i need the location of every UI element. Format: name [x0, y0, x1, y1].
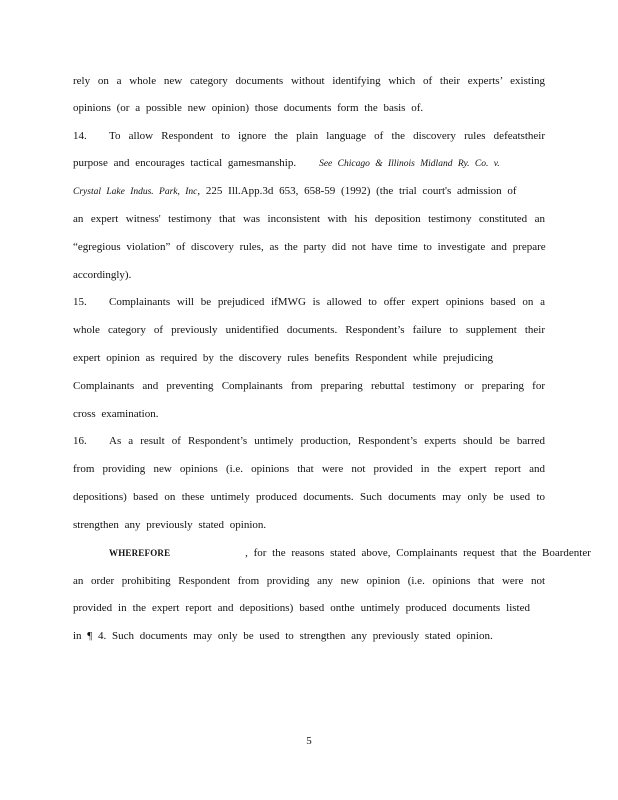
text-line: “egregious violation” of discovery rules, as the party did not have time to investigate and prepare [73, 241, 546, 253]
text-line: strengthen any previously stated opinion. [73, 519, 267, 531]
text-line: whole category of previously unidentified documents. Respondent’s failure to supplement their [73, 324, 545, 336]
paragraph-16-line-1 [73, 434, 545, 448]
citation-italic: Crystal Lake Indus. Park, Inc [73, 187, 198, 197]
text-span: To allow Respondent to ignore the plain language of the discovery rules defeatstheir [109, 130, 545, 142]
paragraph-15-line-1 [73, 295, 545, 309]
paragraph-number: 15. [73, 296, 87, 308]
text-span: , for the reasons stated above, Complainants request that the Boardenter [245, 547, 591, 559]
paragraph-number: 14. [73, 130, 87, 142]
paragraph-14-line-3 [73, 184, 545, 199]
paragraph-14-line-2 [73, 156, 545, 171]
text-line: an expert witness' testimony that was inconsistent with his deposition testimony constituted an [73, 213, 545, 225]
paragraph-number: 16. [73, 435, 87, 447]
text-span: purpose and encourages tactical gamesmanship. [73, 157, 297, 169]
text-line: in ¶ 4. Such documents may only be used to strengthen any previously stated opinion. [73, 630, 493, 642]
text-line: Complainants and preventing Complainants from preparing rebuttal testimony or preparing for [73, 380, 545, 392]
text-line: from providing new opinions (i.e. opinions that were not provided in the expert report and [73, 463, 545, 475]
page-number: 5 [306, 735, 312, 747]
text-line: expert opinion as required by the discovery rules benefits Respondent while prejudicing [73, 352, 494, 364]
paragraph-14-line-1 [73, 129, 545, 143]
text-line: cross examination. [73, 408, 159, 420]
citation-italic: See Chicago & Illinois Midland Ry. Co. v. [319, 159, 500, 169]
text-span: As a result of Respondent’s untimely production, Respondent’s experts should be barred [109, 435, 545, 447]
text-line: accordingly). [73, 269, 132, 281]
wherefore-heading: WHEREFORE [109, 548, 171, 558]
text-line: opinions (or a possible new opinion) those documents form the basis of. [73, 102, 424, 114]
text-line: depositions) based on these untimely produced documents. Such documents may only be used to [73, 491, 545, 503]
text-line: provided in the expert report and depositions) based onthe untimely produced documents listed [73, 602, 530, 614]
text-line: an order prohibiting Respondent from providing any new opinion (i.e. opinions that were not [73, 575, 545, 587]
wherefore-line-1 [109, 546, 591, 560]
text-span: Complainants will be prejudiced ifMWG is allowed to offer expert opinions based on a [109, 296, 545, 308]
text-span: , 225 Ill.App.3d 653, 658-59 (1992) (the trial court's admission of [197, 185, 517, 197]
text-line: rely on a whole new category documents without identifying which of their experts’ existing [73, 75, 545, 87]
